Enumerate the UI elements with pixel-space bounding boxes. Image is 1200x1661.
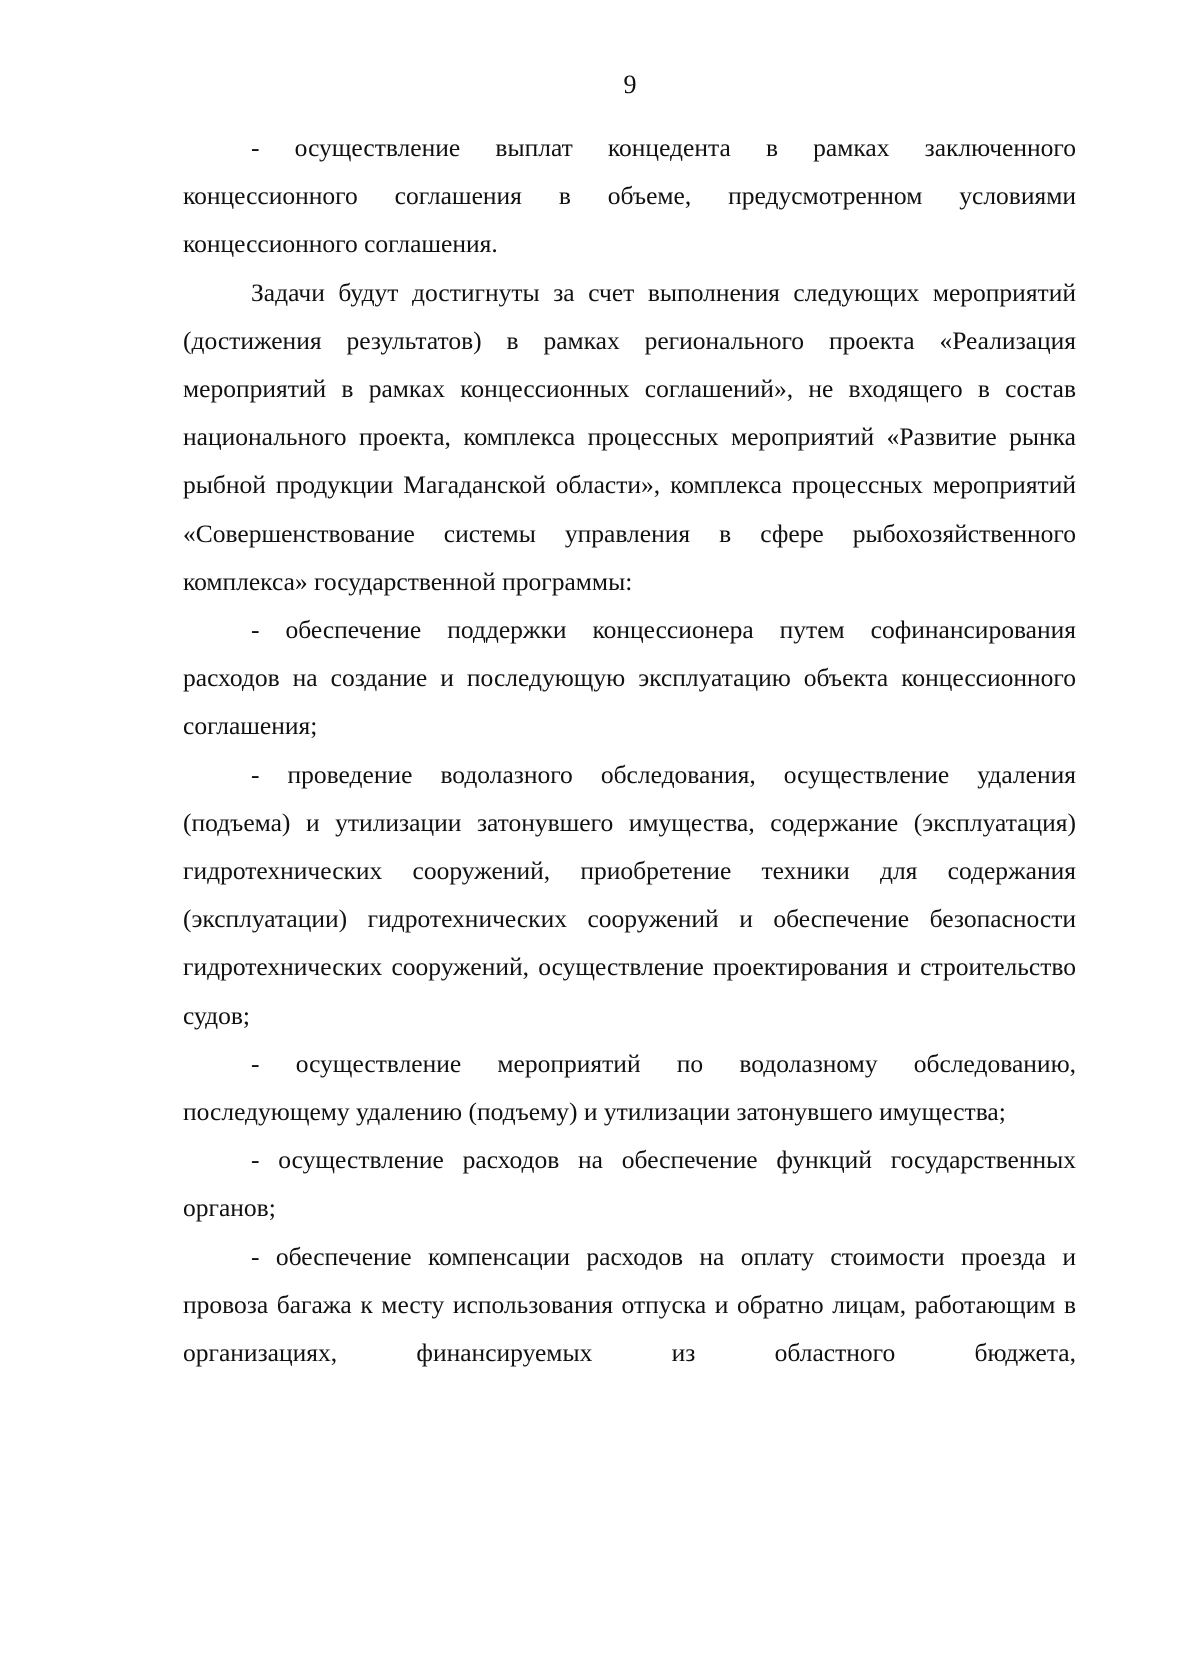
paragraph-government-functions: - осуществление расходов на обеспечение функций государственных органов; — [183, 1145, 1076, 1223]
paragraph-sunken-property: - осуществление мероприятий по водолазному обследованию, последующему удалению (подъему) и утилизации затонувшего имущества; — [183, 1048, 1076, 1127]
document-body — [183, 124, 1076, 1377]
paragraph-concession-payments: - осуществление выплат концедента в рамках заключенного концессионного соглашения в объеме, предусмотренном условиями концессионного соглашения. — [183, 133, 1076, 259]
paragraph-tasks-intro: Задачи будут достигнуты за счет выполнения следующих мероприятий (достижения результатов) в рамках регионального проекта «Реализация мероприятий в рамках концессионных соглашений», не входящего в состав национального проекта, комплекса процессных мероприятий «Развитие рынка рыбной продукции Магаданской области», комплекса процессных мероприятий «Совершенствование системы управления в сфере рыбохозяйственного комплекса» государственной программы: — [183, 277, 1076, 596]
paragraph-concessionaire-support: - обеспечение поддержки концессионера путем софинансирования расходов на создание и последующую эксплуатацию объекта концессионного соглашения; — [183, 615, 1076, 741]
page-number: 9 — [623, 70, 637, 99]
paragraph-diving-survey-hydro: - проведение водолазного обследования, осуществление удаления (подъема) и утилизации затонувшего имущества, содержание (эксплуатация) гидротехнических сооружений, приобретение техники для содержания (эксплуатации) гидротехнических сооружений и обеспечение безопасности гидротехнических сооружений, осуществление проектирования и строительство судов; — [183, 759, 1076, 1030]
paragraph-travel-compensation: - обеспечение компенсации расходов на оплату стоимости проезда и провоза багажа к месту использования отпуска и обратно лицам, работающим в организациях, финансируемых из областного бюджета, — [183, 1241, 1076, 1368]
